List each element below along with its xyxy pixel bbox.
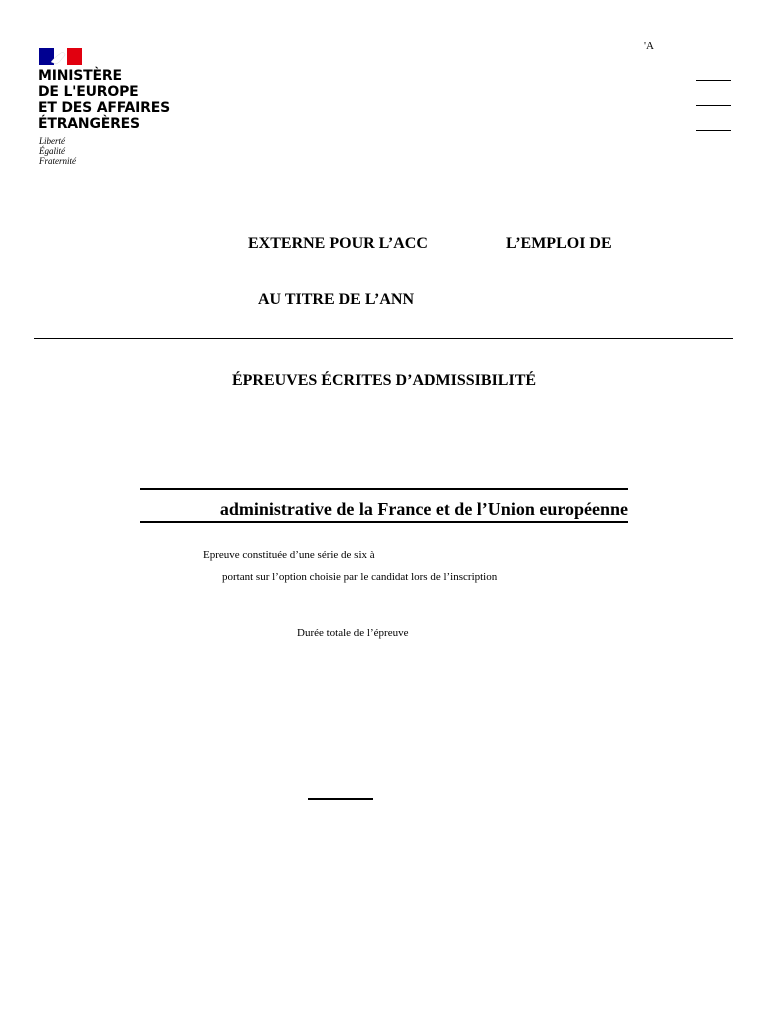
ministry-line-1: MINISTÈRE <box>38 68 122 84</box>
republic-motto <box>39 136 76 166</box>
title-line1-left: EXTERNE POUR L’ACC <box>248 235 428 252</box>
ministry-line-2: DE L'EUROPE <box>38 84 139 100</box>
bottom-rule <box>308 798 373 800</box>
ministry-logo <box>36 44 186 172</box>
ministry-line-4: ÉTRANGÈRES <box>38 116 140 132</box>
subject-description-line2: portant sur l’option choisie par le candidat lors de l’inscription <box>222 571 498 583</box>
subject-title: administrative de la France et de l’Union européenne <box>140 499 628 523</box>
motto-liberte: Liberté <box>39 136 65 146</box>
subject-top-rule <box>140 488 628 490</box>
header-divider <box>34 338 733 339</box>
motto-fraternite: Fraternité <box>39 156 76 166</box>
marianne-flag-icon <box>39 48 82 65</box>
corner-mark: 'A <box>644 40 654 52</box>
subject-description-line1: Epreuve constituée d’une série de six à <box>203 549 375 561</box>
motto-egalite: Égalité <box>39 146 65 156</box>
short-rule-2 <box>696 105 731 106</box>
short-rule-1 <box>696 80 731 81</box>
title-line2: AU TITRE DE L’ANN <box>258 291 415 308</box>
ministry-line-3: ET DES AFFAIRES <box>38 100 170 116</box>
exam-duration: Durée totale de l’épreuve <box>297 627 409 639</box>
title-line1-right: L’EMPLOI DE <box>506 235 612 252</box>
ministry-name <box>38 68 170 132</box>
short-rule-3 <box>696 130 731 131</box>
section-heading: ÉPREUVES ÉCRITES D’ADMISSIBILITÉ <box>231 372 537 389</box>
